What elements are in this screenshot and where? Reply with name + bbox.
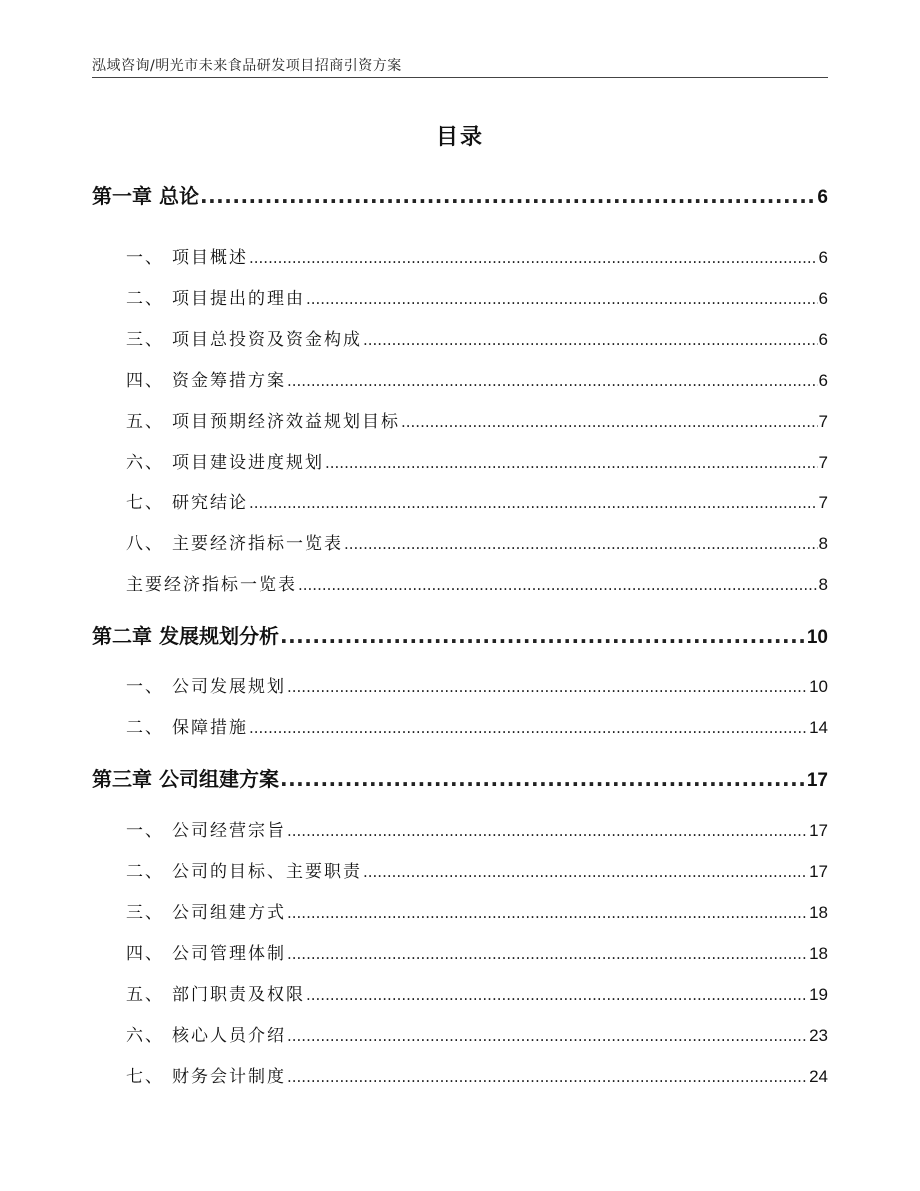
toc-entry-number: 一、	[126, 821, 164, 841]
dot-leader	[280, 765, 806, 793]
toc-page-number: 6	[818, 330, 828, 349]
dot-leader	[287, 817, 808, 845]
toc-entry[interactable]	[126, 940, 828, 968]
toc-entry-label: 项目预期经济效益规划目标	[172, 412, 400, 432]
dot-leader	[363, 858, 808, 886]
toc-entry[interactable]	[126, 244, 828, 272]
toc-entry[interactable]	[126, 817, 828, 845]
dot-leader	[363, 326, 818, 354]
toc-entry[interactable]	[126, 530, 828, 558]
toc-entry[interactable]	[126, 326, 828, 354]
toc-entry-label: 保障措施	[172, 718, 248, 738]
toc-entry[interactable]	[126, 489, 828, 517]
toc-entry-label: 项目概述	[172, 248, 248, 268]
running-header: 泓域咨询/明光市未来食品研发项目招商引资方案	[92, 58, 402, 74]
toc-page-number: 7	[818, 453, 828, 472]
dot-leader	[280, 622, 806, 650]
toc-entry-number: 八、	[126, 534, 164, 554]
toc-page-number: 24	[809, 1067, 828, 1086]
toc-chapter-1[interactable]	[92, 182, 828, 210]
toc-page-number: 10	[806, 627, 828, 648]
toc-page-number: 6	[817, 187, 828, 208]
toc-entry[interactable]	[126, 571, 828, 599]
toc-entry-number: 七、	[126, 1067, 164, 1087]
toc-entry-number: 四、	[126, 944, 164, 964]
toc-page-number: 6	[818, 371, 828, 390]
toc-entry-label: 公司管理体制	[172, 944, 286, 964]
page-title: 目录	[435, 125, 484, 150]
toc-page-number: 17	[806, 770, 828, 791]
toc-entry-label: 公司的目标、主要职责	[172, 862, 362, 882]
toc-entry[interactable]	[126, 858, 828, 886]
toc-entry-label: 主要经济指标一览表	[172, 534, 343, 554]
toc-entry[interactable]	[126, 714, 828, 742]
toc-entry-label: 项目建设进度规划	[172, 453, 324, 473]
toc-entry-number: 三、	[126, 330, 164, 350]
toc-entry[interactable]	[126, 285, 828, 313]
toc-entry-label: 项目总投资及资金构成	[172, 330, 362, 350]
toc-entry-number: 二、	[126, 862, 164, 882]
toc-entry-label: 项目提出的理由	[172, 289, 305, 309]
dot-leader	[325, 449, 818, 477]
toc-entry-label: 主要经济指标一览表	[126, 575, 297, 595]
toc-entry[interactable]	[126, 1022, 828, 1050]
toc-entry-number: 四、	[126, 371, 164, 391]
dot-leader	[287, 367, 818, 395]
toc-entry[interactable]	[126, 981, 828, 1009]
toc-entry-number: 五、	[126, 985, 164, 1005]
toc-entry[interactable]	[126, 899, 828, 927]
dot-leader	[306, 981, 808, 1009]
toc-entry-label: 部门职责及权限	[172, 985, 305, 1005]
toc-entry-label: 财务会计制度	[172, 1067, 286, 1087]
toc-page-number: 18	[809, 903, 828, 922]
toc-page-number: 23	[809, 1026, 828, 1045]
dot-leader	[200, 182, 816, 210]
dot-leader	[249, 244, 818, 272]
dot-leader	[249, 489, 818, 517]
toc-page-number: 19	[809, 985, 828, 1004]
toc-chapter-2[interactable]	[92, 622, 828, 650]
toc-page-number: 17	[809, 821, 828, 840]
dot-leader	[401, 408, 818, 436]
dot-leader	[344, 530, 818, 558]
toc-entry-number: 七、	[126, 493, 164, 513]
toc-entry-number: 六、	[126, 453, 164, 473]
toc-entry-label: 公司经营宗旨	[172, 821, 286, 841]
toc-page-number: 18	[809, 944, 828, 963]
toc-entry[interactable]	[126, 408, 828, 436]
toc-entry[interactable]	[126, 673, 828, 701]
toc-chapter-3[interactable]	[92, 765, 828, 793]
toc-entry-number: 一、	[126, 248, 164, 268]
dot-leader	[298, 571, 818, 599]
toc-entry-label: 研究结论	[172, 493, 248, 513]
toc-entry-number: 三、	[126, 903, 164, 923]
toc-page-number: 6	[818, 289, 828, 308]
toc-page-number: 6	[818, 248, 828, 267]
toc-page-number: 7	[818, 493, 828, 512]
toc-page-number: 10	[809, 677, 828, 696]
toc-entry-label: 资金筹措方案	[172, 371, 286, 391]
toc-page-number: 8	[818, 575, 828, 594]
toc-entry-number: 一、	[126, 677, 164, 697]
toc-entry-number: 二、	[126, 289, 164, 309]
toc-page-number: 17	[809, 862, 828, 881]
dot-leader	[287, 1063, 808, 1091]
toc-entry-number: 六、	[126, 1026, 164, 1046]
toc-chapter-label: 第一章 总论	[92, 184, 199, 208]
toc-entry-label: 核心人员介绍	[172, 1026, 286, 1046]
dot-leader	[287, 673, 808, 701]
toc-chapter-label: 第三章 公司组建方案	[92, 767, 279, 791]
toc-entry-number: 二、	[126, 718, 164, 738]
toc-page-number: 7	[818, 412, 828, 431]
dot-leader	[287, 940, 808, 968]
dot-leader	[306, 285, 818, 313]
toc-entry[interactable]	[126, 367, 828, 395]
toc-page-number: 14	[809, 718, 828, 737]
toc-chapter-label: 第二章 发展规划分析	[92, 624, 279, 648]
toc-entry[interactable]	[126, 1063, 828, 1091]
dot-leader	[287, 899, 808, 927]
toc-entry[interactable]	[126, 449, 828, 477]
toc-entry-label: 公司发展规划	[172, 677, 286, 697]
toc-entry-label: 公司组建方式	[172, 903, 286, 923]
dot-leader	[249, 714, 808, 742]
toc-entry-number: 五、	[126, 412, 164, 432]
toc-page-number: 8	[818, 534, 828, 553]
dot-leader	[287, 1022, 808, 1050]
